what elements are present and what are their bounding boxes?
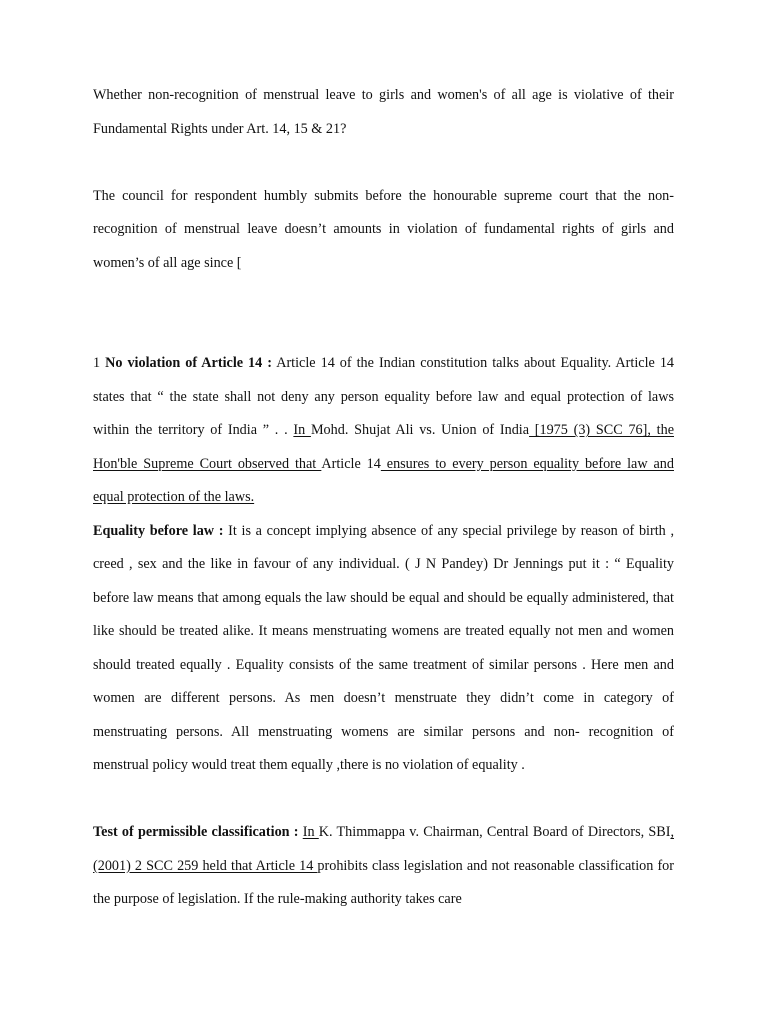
in-label: In <box>293 422 311 438</box>
spacer <box>93 146 674 180</box>
case-citation: [1975 (3) SCC 76], the Hon'ble Supreme Court observed that <box>93 422 674 472</box>
equality-paragraph <box>93 515 674 783</box>
equality-heading: Equality before law : <box>93 522 224 539</box>
case-citation: , (2001) 2 SCC 259 held that Article 14 <box>93 824 674 874</box>
classification-heading: Test of permissible classification : <box>93 824 299 840</box>
document-page <box>93 79 674 917</box>
spacer <box>93 280 674 314</box>
case-holding: ensures to every person equality before law and equal protection of the laws. <box>93 455 674 505</box>
case-name: Mohd. Shujat Ali vs. Union of India <box>310 422 530 438</box>
spacer <box>93 314 674 348</box>
article-reference: Article 14 <box>321 455 381 472</box>
equality-text: It is a concept implying absence of any special privilege by reason of birth , creed , sex and the like in favour of any individual. ( J N Pandey) Dr Jennings put it : “ Equality before law means that among equals the law should be equal and should be equally administered, that like should be treated alike. It means menstruating womens are treated equally not men and women should treated equally . Equality consists of the same treatment of similar persons . Here men and women are different persons. As men doesn’t menstruate they didn’t come in category of menstruating persons. All menstruating womens are similar persons and non- recognition of menstrual policy would treat them equally ,there is no violation of equality . <box>93 522 675 773</box>
case-name: K. Thimmappa v. Chairman, Central Board of Directors, SBI <box>318 824 671 840</box>
article-14-heading: No violation of Article 14 : <box>105 355 272 371</box>
classification-text: prohibits class legislation and not reasonable classification for the purpose of legislation. If the rule-making authority takes care <box>93 857 675 907</box>
article-14-text: Article 14 of the Indian constitution talks about Equality. Article 14 states that “ the state shall not deny any person equality before law and equal protection of laws within the territory of India ” . . <box>93 355 675 438</box>
submission-paragraph: The council for respondent humbly submits before the honourable supreme court that the non- recognition of menstrual leave doesn’t amounts in violation of fundamental rights of girls and women’s of all age since [ <box>93 187 674 271</box>
classification-paragraph <box>93 816 674 917</box>
section-number: 1 <box>93 355 101 371</box>
article-14-paragraph <box>93 347 674 515</box>
question-paragraph: Whether non-recognition of menstrual leave to girls and women's of all age is violative of their Fundamental Rights under Art. 14, 15 & 21? <box>93 87 674 137</box>
spacer <box>93 783 674 817</box>
in-label: In <box>302 824 319 840</box>
